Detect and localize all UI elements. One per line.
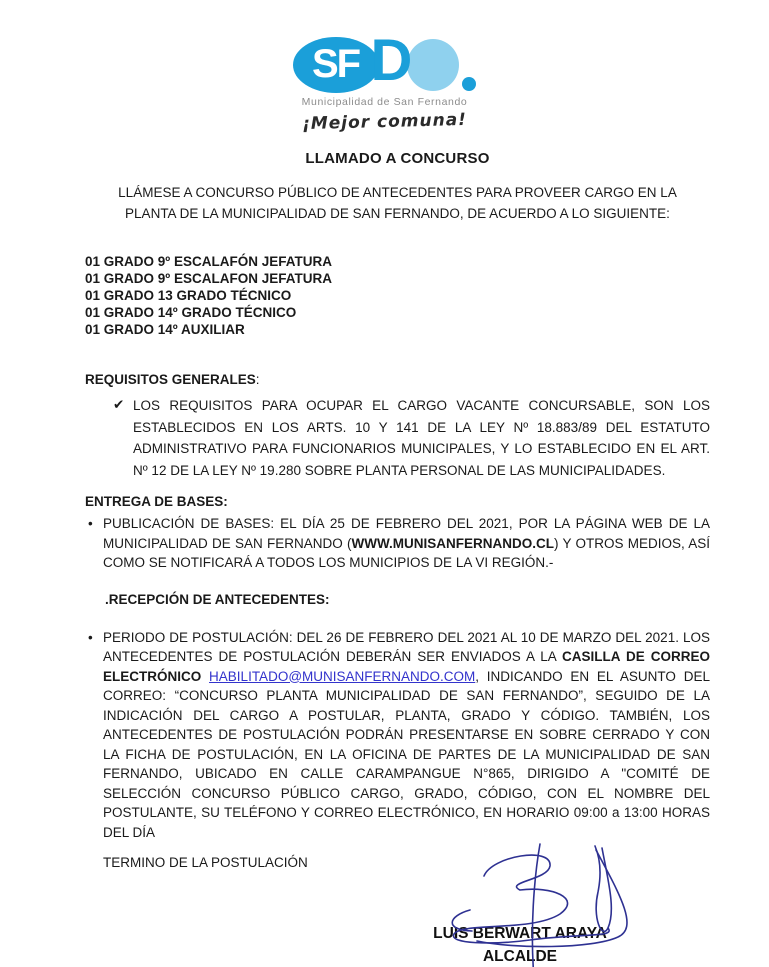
- logo-period-dot-icon: [462, 77, 476, 91]
- text-run: PERIODO DE POSTULACIÓN: DEL 26 DE FEBRERO DEL 2021 AL 10 DE MARZO DEL 2021. LOS ANTECEDENTES DE POSTULACIÓN DEBERÁN SER ENVIADOS A LA: [103, 629, 710, 664]
- requisitos-body: LOS REQUISITOS PARA OCUPAR EL CARGO VACANTE CONCURSABLE, SON LOS ESTABLECIDOS EN LOS ARTS. 10 Y 141 DE LA LEY Nº 18.883/89 DEL ESTATUTO ADMINISTRATIVO PARA FUNCIONARIOS MUNICIPALES, Y LO ESTABLECIDO EN EL ART. Nº 12 DE LA LEY Nº 19.280 SOBRE PLANTA PERSONAL DE LAS MUNICIPALIDADES.: [133, 398, 710, 478]
- logo-org-name: Municipalidad de San Fernando: [301, 96, 468, 108]
- bullet-icon: •: [88, 629, 93, 645]
- logo-d-letter: D: [370, 28, 411, 93]
- logo-o-circle-icon: [407, 39, 459, 91]
- position-line: 01 GRADO 9º ESCALAFÓN JEFATURA: [85, 254, 332, 269]
- section-heading-entrega: ENTREGA DE BASES:: [85, 494, 228, 509]
- position-line: 01 GRADO 13 GRADO TÉCNICO: [85, 288, 292, 303]
- text-run: , INDICANDO EN EL ASUNTO DEL CORREO: “CONCURSO PLANTA MUNICIPALIDAD DE SAN FERNANDO”, SEGUIDO DE LA INDICACIÓN DEL CARGO A POSTULAR, PLANTA, GRADO Y CÓDIGO. TAMBIÉN, LOS ANTECEDENTES DE POSTULACIÓN PODRÁN PRESENTARSE EN SOBRE CERRADO Y CON LA FICHA DE POSTULACIÓN, EN LA OFICINA DE PARTES DE LA MUNICIPALIDAD DE SAN FERNANDO, UBICADO EN CALLE CARAMPANGUE N°865, DIRIGIDO A "COMITÉ DE SELECCIÓN CONCURSO PÚBLICO CARGO, GRADO, CÓDIGO, CON EL NOMBRE DEL POSTULANTE, SU TELÉFONO Y CORREO ELECTRÓNICO, EN HORARIO 09:00 a 13:00 HORAS DEL DÍA: [103, 668, 710, 840]
- termino-line: TERMINO DE LA POSTULACIÓN: [103, 855, 308, 870]
- intro-paragraph: LLÁMESE A CONCURSO PÚBLICO DE ANTECEDENTES PARA PROVEER CARGO EN LA PLANTA DE LA MUNICIPALIDAD DE SAN FERNANDO, DE ACUERDO A LO SIGUIENTE:: [118, 185, 677, 221]
- publicacion-body: [103, 514, 710, 573]
- positions-list: [85, 253, 710, 338]
- position-line: 01 GRADO 9º ESCALAFON JEFATURA: [85, 271, 332, 286]
- email-link[interactable]: HABILITADO@MUNISANFERNANDO.COM: [209, 668, 476, 684]
- signatory-name: LUIS BERWART ARAYA: [433, 925, 607, 942]
- section-heading-recepcion: .RECEPCIÓN DE ANTECEDENTES:: [105, 591, 330, 607]
- periodo-body: [103, 628, 710, 843]
- signatory-role: ALCALDE: [482, 948, 558, 965]
- logo-tagline: ¡Mejor comuna!: [301, 109, 468, 135]
- bold-text: WWW.MUNISANFERNANDO.CL: [351, 535, 554, 551]
- checkmark-icon: ✔: [113, 397, 125, 412]
- logo-sf-blob: [293, 37, 379, 93]
- section-heading-requisitos: [85, 372, 710, 387]
- signatory-block: [395, 922, 645, 967]
- requisitos-item: [85, 395, 710, 481]
- publicacion-item: [85, 514, 710, 573]
- logo-sf-text: SF: [311, 42, 360, 86]
- bold-text: CASILLA DE CORREO ELECTRÓNICO: [103, 649, 710, 684]
- heading-colon: :: [255, 372, 260, 387]
- position-line: 01 GRADO 14º GRADO TÉCNICO: [85, 305, 297, 320]
- municipality-logo: [0, 28, 769, 94]
- position-line: 01 GRADO 14º AUXILIAR: [85, 322, 245, 337]
- text-run: ) Y OTROS MEDIOS, ASÍ COMO SE NOTIFICARÁ A TODOS LOS MUNICIPIOS DE LA VI REGIÓN.-: [103, 535, 710, 570]
- document-header: [0, 0, 769, 135]
- text-run: [201, 669, 209, 684]
- document-body: [0, 150, 769, 967]
- signature-area: [85, 870, 710, 967]
- bullet-icon: •: [88, 516, 93, 531]
- periodo-item: [85, 628, 710, 843]
- page-title: LLAMADO A CONCURSO: [305, 150, 490, 167]
- text-run: PUBLICACIÓN DE BASES: EL DÍA 25 DE FEBRERO DEL 2021, POR LA PÁGINA WEB DE LA MUNICIPALIDAD DE SAN FERNANDO (: [103, 516, 710, 551]
- heading-text: REQUISITOS GENERALES: [85, 372, 256, 387]
